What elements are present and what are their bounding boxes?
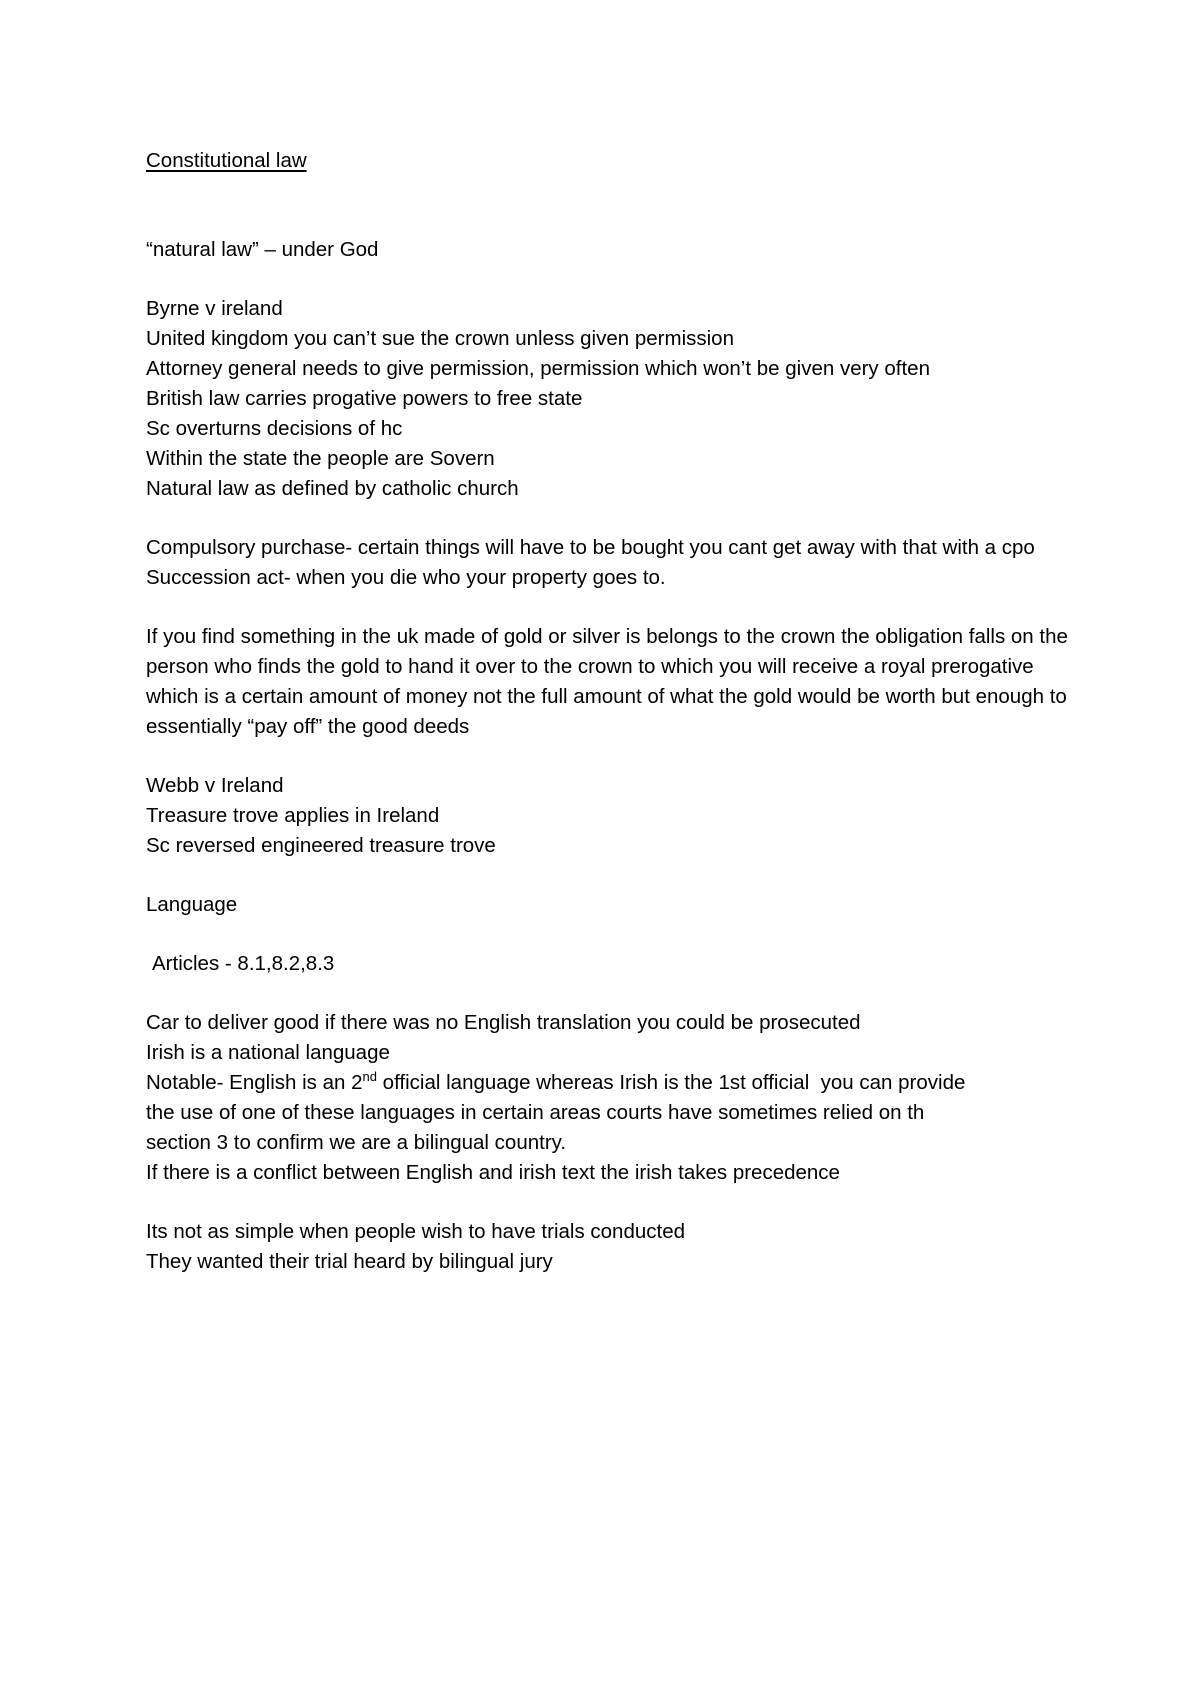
case-heading-webb: Webb v Ireland — [146, 774, 284, 797]
spacer — [146, 861, 1076, 890]
note-line: Irish is a national language — [146, 1041, 390, 1064]
note-line: They wanted their trial heard by bilingual jury — [146, 1250, 553, 1273]
notable-text-continued: official language whereas Irish is the 1st official you can provide — [376, 1071, 966, 1094]
spacer — [146, 920, 1076, 949]
articles-line: Articles - 8.1,8.2,8.3 — [152, 952, 335, 975]
byrne-section — [146, 294, 1076, 504]
note-line: Natural law as defined by catholic church — [146, 477, 519, 500]
ordinal-superscript: nd — [362, 1069, 377, 1084]
notable-line — [146, 1068, 1076, 1098]
note-line: United kingdom you can’t sue the crown unless given permission — [146, 327, 734, 350]
note-line: Sc reversed engineered treasure trove — [146, 834, 496, 857]
webb-section — [146, 771, 1076, 861]
note-line: the use of one of these languages in certain areas courts have sometimes relied on th — [146, 1101, 925, 1124]
case-heading-byrne: Byrne v ireland — [146, 297, 283, 320]
note-line: Car to deliver good if there was no English translation you could be prosecuted — [146, 1011, 861, 1034]
succession-act-note: Succession act- when you die who your property goes to. — [146, 566, 666, 589]
spacer — [146, 504, 1076, 533]
document-body — [146, 146, 1076, 1277]
spacer — [146, 1188, 1076, 1217]
compulsory-purchase-note: Compulsory purchase- certain things will have to be bought you cant get away with that with a cpo — [146, 536, 1035, 559]
note-line: If there is a conflict between English and irish text the irish takes precedence — [146, 1161, 840, 1184]
document-title: Constitutional law — [146, 149, 307, 172]
note-line: Its not as simple when people wish to have trials conducted — [146, 1220, 685, 1243]
note-line: Treasure trove applies in Ireland — [146, 804, 440, 827]
note-line: section 3 to confirm we are a bilingual country. — [146, 1131, 567, 1154]
natural-law-line: “natural law” – under God — [146, 238, 379, 261]
spacer — [146, 176, 1076, 235]
compulsory-section — [146, 533, 1076, 593]
notable-text: Notable- English is an 2 — [146, 1071, 363, 1094]
language-section — [146, 1008, 1076, 1188]
spacer — [146, 265, 1076, 294]
note-line: British law carries progative powers to free state — [146, 387, 583, 410]
note-line: Attorney general needs to give permission, permission which won’t be given very often — [146, 357, 930, 380]
note-line: Sc overturns decisions of hc — [146, 417, 403, 440]
note-line: Within the state the people are Sovern — [146, 447, 495, 470]
spacer — [146, 593, 1076, 622]
spacer — [146, 979, 1076, 1008]
language-heading: Language — [146, 893, 238, 916]
trials-section — [146, 1217, 1076, 1277]
treasure-paragraph: If you find something in the uk made of gold or silver is belongs to the crown the obligation falls on the person who finds the gold to hand it over to the crown to which you will receive a royal prerogative which is a certain amount of money not the full amount of what the gold would be worth but enough to essentially “pay off” the good deeds — [146, 625, 1068, 738]
spacer — [146, 742, 1076, 771]
